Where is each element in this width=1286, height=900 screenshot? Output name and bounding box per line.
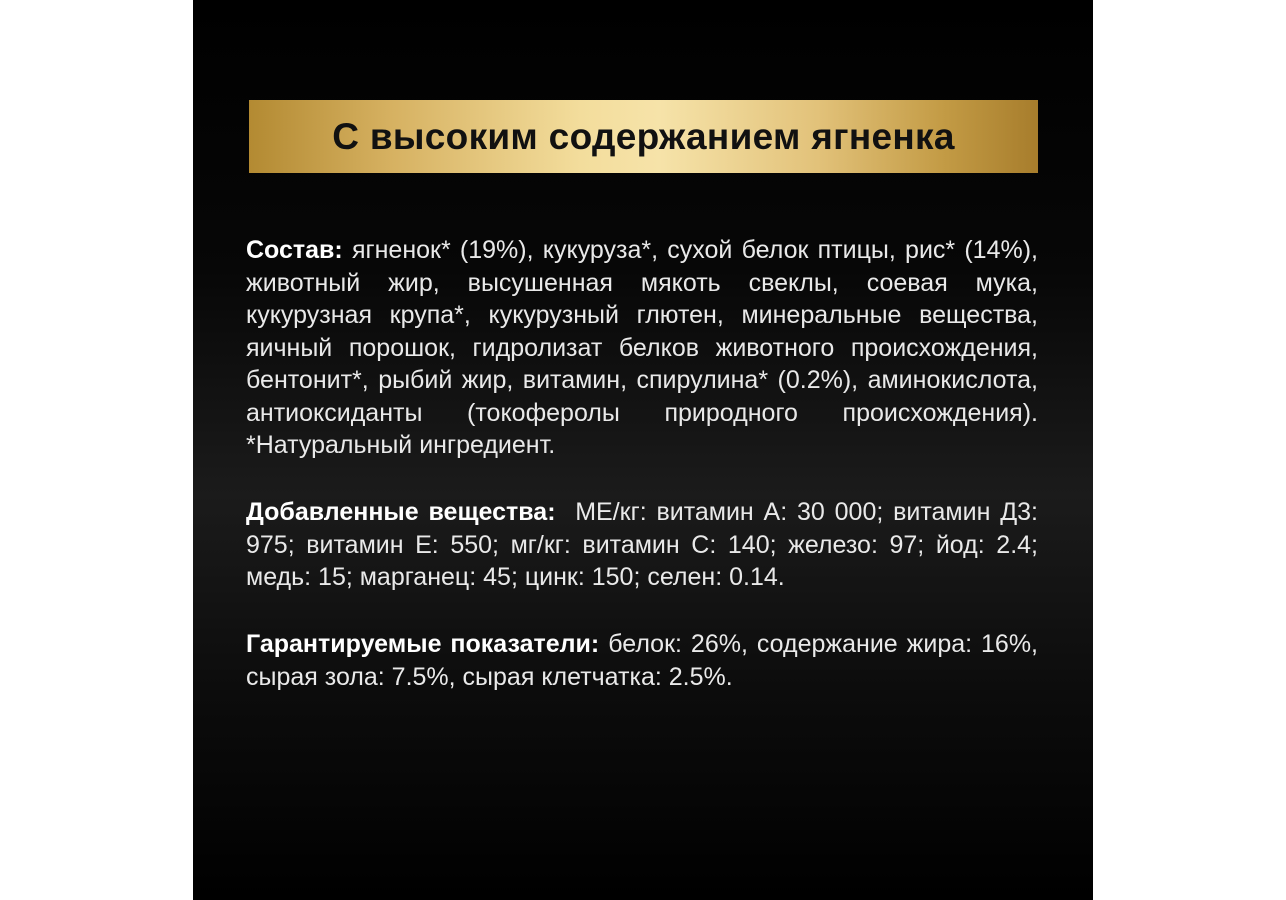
additives-block: [246, 496, 1038, 594]
composition-text: ягненок* (19%), кукуруза*, сухой белок птицы, рис* (14%), животный жир, высушенная мякоть свеклы, соевая мука, кукурузная крупа*, кукурузный глютен, минеральные вещества, яичный порошок, гидролизат белков животного происхождения, бентонит*, рыбий жир, витамин, спирулина* (0.2%), аминокислота, антиоксиданты (токоферолы природного происхождения). *Натуральный ингредиент.: [246, 236, 1038, 459]
additives-label: Добавленные вещества:: [246, 498, 556, 526]
guaranteed-text: белок: 26%, содержание жира: 16%, сырая зола: 7.5%, сырая клетчатка: 2.5%.: [246, 630, 1039, 691]
guaranteed-label: Гарантируемые показатели:: [246, 630, 600, 658]
composition-block: [246, 234, 1038, 462]
guaranteed-block: [246, 628, 1038, 693]
title-banner: [249, 100, 1038, 173]
composition-label: Состав:: [246, 236, 343, 264]
additives-text: МЕ/кг: витамин А: 30 000; витамин Д3: 975; витамин Е: 550; мг/кг: витамин С: 140; железо: 97; йод: 2.4; медь: 15; марганец: 45; цинк: 150; селен: 0.14.: [246, 498, 1038, 591]
product-info-panel: [193, 0, 1093, 900]
banner-title: С высоким содержанием ягненка: [332, 115, 955, 157]
